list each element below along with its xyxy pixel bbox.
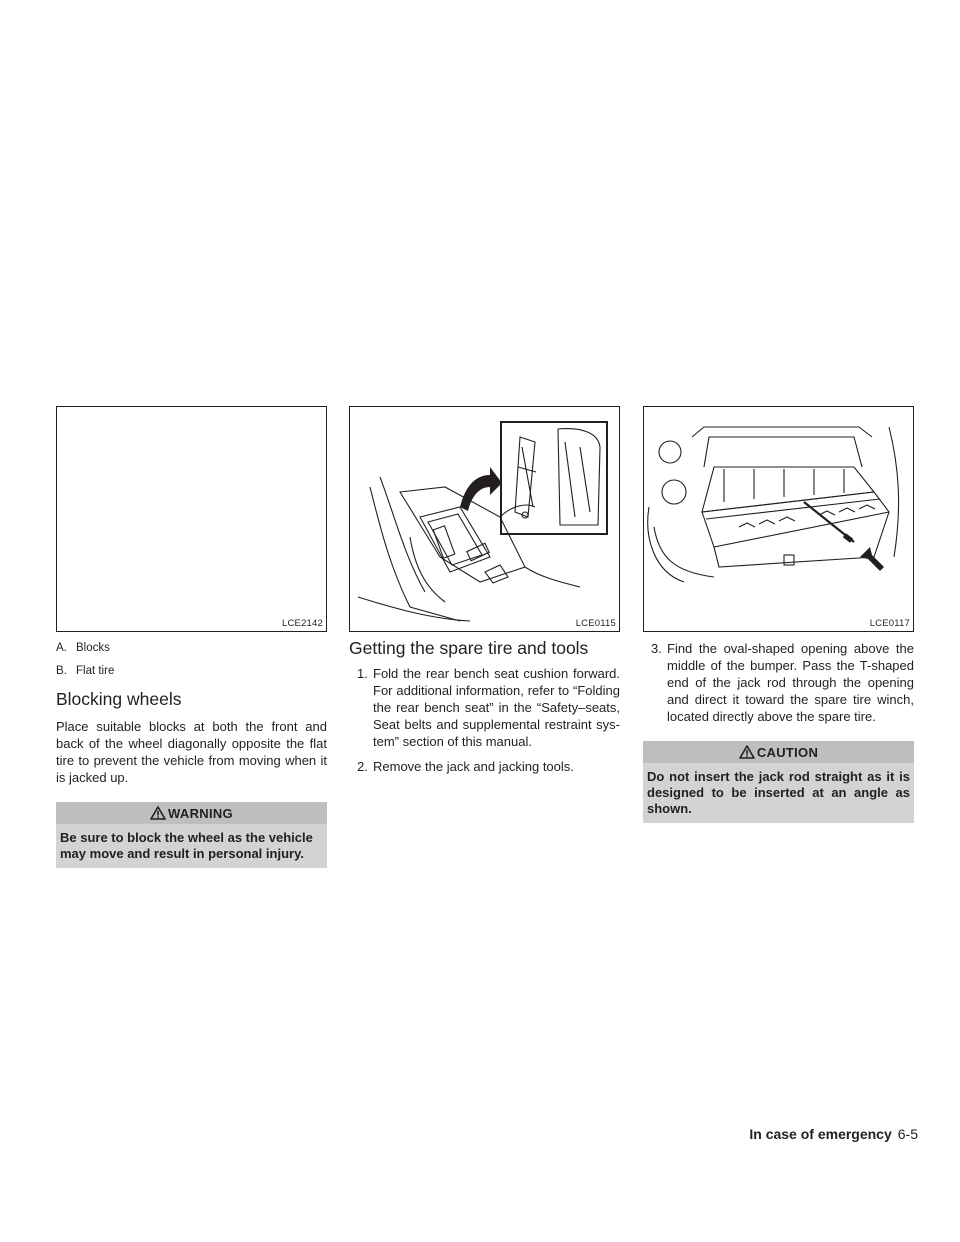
legend-key: A. [56,642,67,654]
warning-icon [150,806,166,820]
page-footer [749,1126,918,1142]
figure-blocks [56,406,327,632]
legend-text: Blocks [76,642,110,654]
legend-key: B. [56,665,67,677]
figure-jack-rod [643,406,914,632]
figure-jack-tools [349,406,620,632]
caution-header [643,741,914,763]
step-1 [357,665,620,750]
warning-text: Be sure to block the wheel as the vehicle may move and result in personal injury. [60,830,313,861]
spare-tire-heading: Getting the spare tire and tools [349,638,589,658]
caution-box [643,741,914,823]
figure-code: LCE0117 [869,618,910,629]
step-2 [357,758,620,775]
step-text: Find the oval-shaped opening above the middle of the bumper. Pass the T-shaped end of the jack rod through the opening and direct it toward the spare tire winch, located directly above the spare tire. [667,641,914,724]
middle-column [349,637,620,783]
jack-tools-illustration [350,407,620,631]
legend-item-a [56,640,327,657]
caution-text: Do not insert the jack rod straight as it is designed to be inserted at an angle as shown. [647,769,910,816]
blocking-wheels-heading: Blocking wheels [56,689,182,709]
right-column [643,640,914,823]
caution-label: CAUTION [756,744,819,760]
step-text: Fold the rear bench seat cushion forward. For additional information, refer to “Folding the rear bench seat” in the “Safety–seats, Seat belts and supplemental restraint sys-tem” section of this manual. [373,666,620,749]
warning-box [56,802,327,868]
figure-code: LCE2142 [281,618,323,629]
figure-code: LCE0115 [575,618,616,629]
warning-label: WARNING [168,805,233,821]
jack-rod-illustration [644,407,914,631]
step-text: Remove the jack and jacking tools. [373,759,574,774]
caution-icon [739,745,755,759]
legend-item-b [56,663,327,680]
step-number: 2. [357,759,368,774]
step-3 [651,640,914,725]
legend-text: Flat tire [76,665,115,677]
blocking-wheels-body: Place suitable blocks at both the front and back of the wheel diagonally opposite the flat tire to prevent the vehicle from moving when it is jacked up. [56,719,327,785]
footer-section-title: In case of emergency [749,1126,892,1142]
page-number: 6-5 [897,1126,918,1142]
step-number: 3. [651,641,662,656]
left-column [56,640,327,868]
warning-header [56,802,327,824]
step-number: 1. [357,666,368,681]
